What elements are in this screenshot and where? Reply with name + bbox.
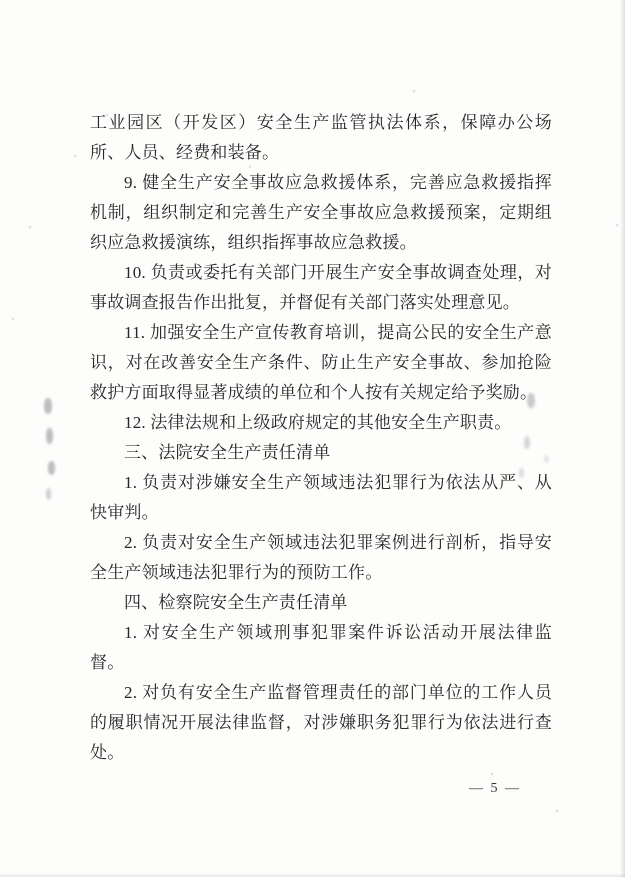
scan-speck — [213, 202, 215, 204]
scan-smudge — [48, 461, 55, 475]
paragraph-procuratorate-2: 2. 对负有安全生产监督管理责任的部门单位的工作人员的履职情况开展法律监督，对涉嫌职务犯罪行为依法进行查处。 — [90, 683, 552, 762]
scan-speck — [491, 773, 493, 775]
page-number: — 5 — — [469, 781, 521, 796]
paragraph-continued: 工业园区（开发区）安全生产监管执法体系，保障办公场所、人员、经费和装备。 — [90, 113, 552, 162]
scan-speck — [74, 155, 76, 157]
scan-edge-shadow-right — [620, 0, 625, 877]
document-body — [90, 108, 552, 768]
scan-speck — [12, 318, 14, 320]
paragraph-item-10: 10. 负责或委托有关部门开展生产安全事故调查处理，对事故调查报告作出批复，并督促有关部门落实处理意见。 — [90, 263, 552, 312]
scan-speck — [413, 90, 415, 92]
scan-speck — [249, 166, 251, 168]
scan-smudge — [46, 428, 53, 444]
scan-smudge — [524, 436, 530, 449]
scan-speck — [279, 337, 281, 339]
section-heading-court: 三、法院安全生产责任清单 — [124, 443, 331, 462]
scan-speck — [378, 325, 380, 327]
scan-speck — [106, 114, 108, 116]
scan-speck — [616, 224, 618, 226]
scan-speck — [556, 810, 558, 812]
scan-speck — [545, 205, 547, 207]
scan-smudge — [544, 455, 549, 463]
paragraph-item-12: 12. 法律法规和上级政府规定的其他安全生产职责。 — [124, 413, 512, 432]
scan-speck — [297, 233, 299, 235]
paragraph-court-1: 1. 负责对涉嫌安全生产领域违法犯罪行为依法从严、从快审判。 — [90, 473, 552, 522]
section-heading-procuratorate: 四、检察院安全生产责任清单 — [124, 593, 348, 612]
paragraph-item-9: 9. 健全生产安全事故应急救援体系，完善应急救援指挥机制，组织制定和完善生产安全事故应急救援预案，定期组织应急救援演练，组织指挥事故应急救援。 — [90, 173, 552, 252]
scan-smudge — [519, 468, 524, 478]
paragraph-procuratorate-1: 1. 对安全生产领域刑事犯罪案件诉讼活动开展法律监督。 — [90, 623, 552, 672]
scan-smudge — [527, 393, 535, 408]
scan-smudge — [44, 398, 52, 414]
scan-edge-shadow-bottom — [0, 873, 625, 877]
scan-speck — [29, 226, 31, 228]
paragraph-court-2: 2. 负责对安全生产领域违法犯罪案例进行剖析，指导安全生产领域违法犯罪行为的预防工作。 — [90, 533, 552, 582]
scan-smudge — [46, 488, 51, 500]
paragraph-item-11: 11. 加强安全生产宣传教育培训，提高公民的安全生产意识，对在改善安全生产条件、防止生产安全事故、参加抢险救护方面取得显著成绩的单位和个人按有关规定给予奖励。 — [90, 323, 552, 402]
